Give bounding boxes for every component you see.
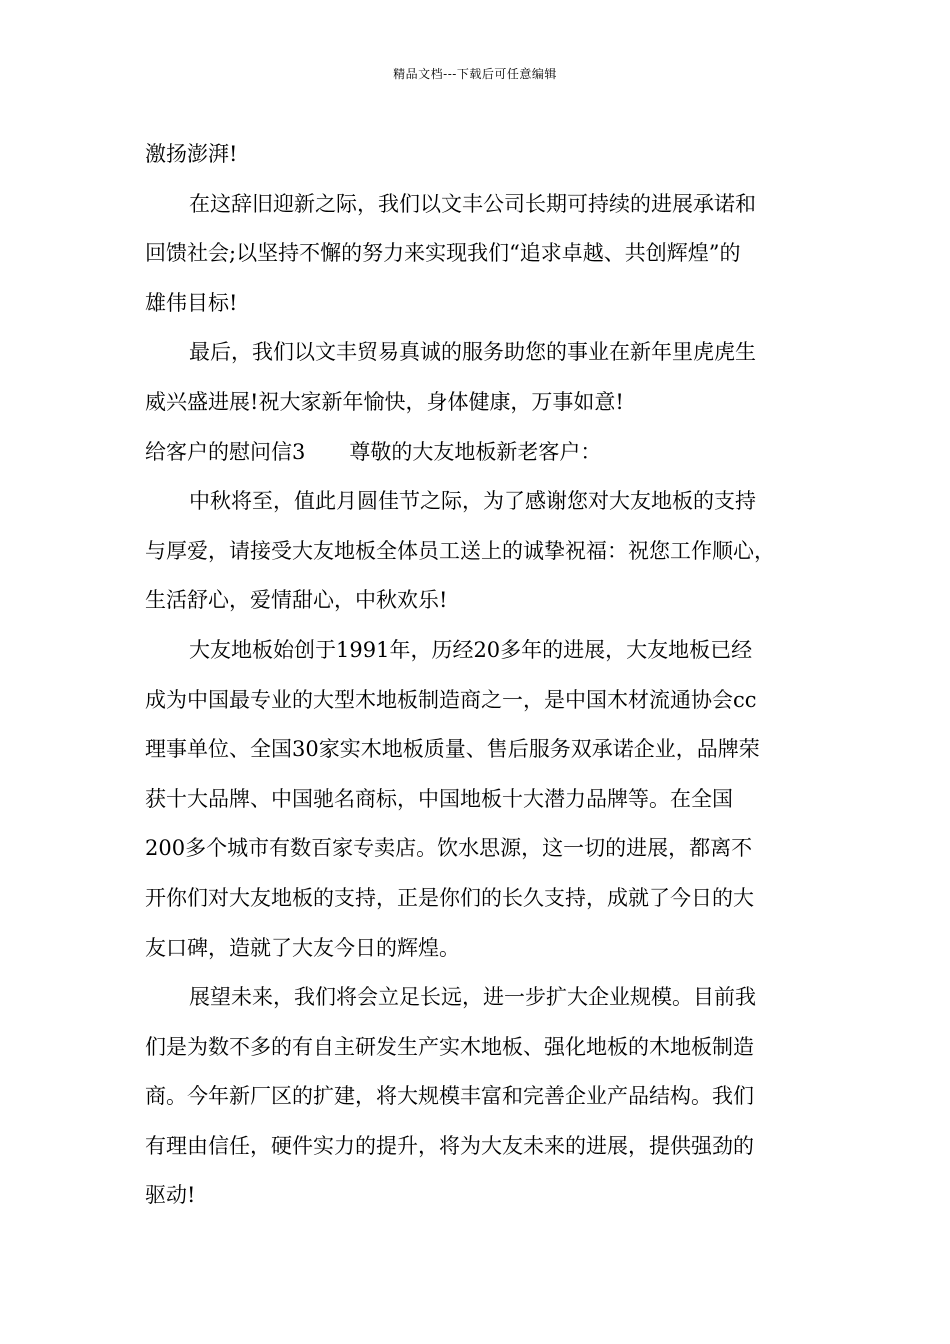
paragraph-line: 雄伟目标! <box>145 290 238 315</box>
letter-greeting: 尊敬的大友地板新老客户： <box>349 439 602 464</box>
letter-title: 给客户的慰问信3 <box>145 439 306 464</box>
paragraph-line: 有理由信任，硬件实力的提升，将为大友未来的进展，提供强劲的 <box>145 1133 754 1158</box>
paragraph-line: 获十大品牌、中国驰名商标，中国地板十大潜力品牌等。在全国 <box>145 786 733 811</box>
letter-heading-line <box>145 428 815 478</box>
paragraph-line: 开你们对大友地板的支持，正是你们的长久支持，成就了今日的大 <box>145 885 754 910</box>
paragraph-line: 与厚爱，请接受大友地板全体员工送上的诚挚祝福：祝您工作顺心， <box>145 538 775 563</box>
paragraph-line: 生活舒心，爱情甜心，中秋欢乐! <box>145 588 448 613</box>
paragraph-line: 大友地板始创于1991年，历经20多年的进展，大友地板已经 <box>189 637 753 662</box>
paragraph-line: 商。今年新厂区的扩建，将大规模丰富和完善企业产品结构。我们 <box>145 1084 754 1109</box>
paragraph-line: 回馈社会;以坚持不懈的努力来实现我们“追求卓越、共创辉煌”的 <box>145 241 741 266</box>
page-header: 精品文档---下载后可任意编辑 <box>393 67 557 81</box>
paragraph-line: 驱动! <box>145 1183 196 1208</box>
paragraph-line: 200多个城市有数百家专卖店。饮水思源，这一切的进展，都离不 <box>145 836 753 861</box>
paragraph-line: 展望未来，我们将会立足长远，进一步扩大企业规模。目前我 <box>189 985 756 1010</box>
paragraph-line: 威兴盛进展!祝大家新年愉快，身体健康，万事如意! <box>145 389 624 414</box>
document-body <box>145 130 815 1221</box>
paragraph-line: 激扬澎湃! <box>145 142 238 166</box>
paragraph-line: 友口碑，造就了大友今日的辉煌。 <box>145 935 460 960</box>
paragraph-line: 成为中国最专业的大型木地板制造商之一，是中国木材流通协会cc <box>145 687 757 712</box>
paragraph-line: 中秋将至，值此月圆佳节之际，为了感谢您对大友地板的支持 <box>189 489 756 514</box>
paragraph-line: 在这辞旧迎新之际，我们以文丰公司长期可持续的进展承诺和 <box>189 191 756 216</box>
paragraph-line: 理事单位、全国30家实木地板质量、售后服务双承诺企业，品牌荣 <box>145 737 760 762</box>
paragraph-line: 们是为数不多的有自主研发生产实木地板、强化地板的木地板制造 <box>145 1034 754 1059</box>
paragraph-line: 最后，我们以文丰贸易真诚的服务助您的事业在新年里虎虎生 <box>189 340 756 365</box>
